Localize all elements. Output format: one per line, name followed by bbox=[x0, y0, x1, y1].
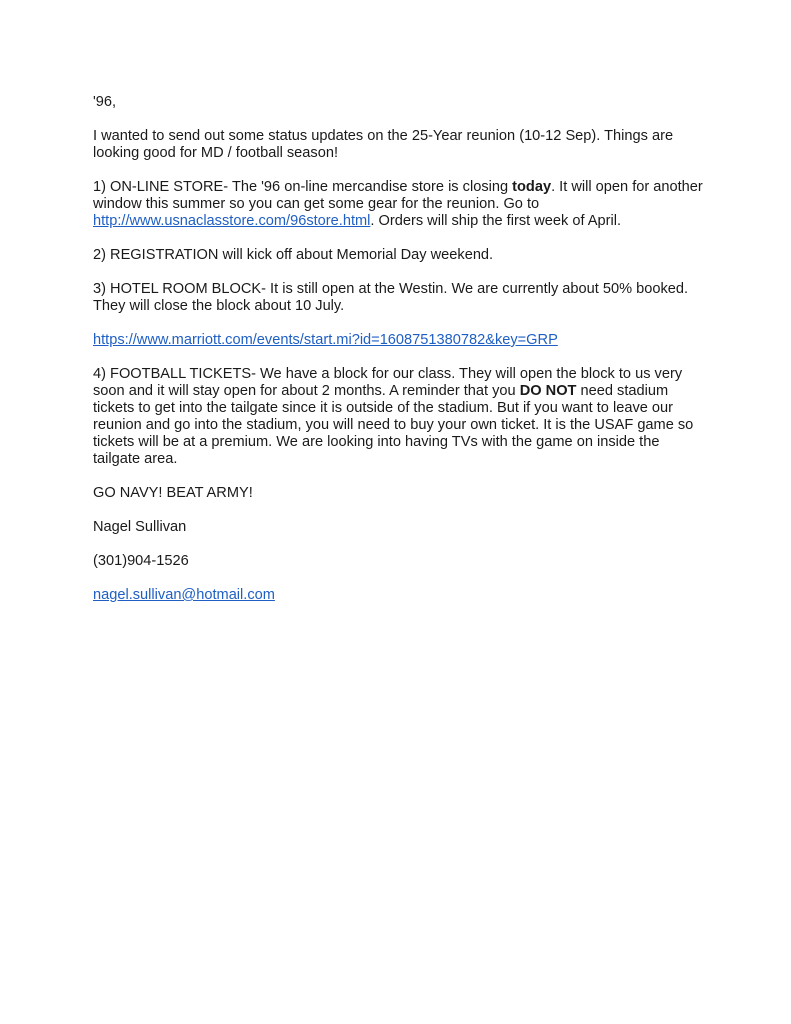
store-link[interactable]: http://www.usnaclasstore.com/96store.html bbox=[93, 213, 371, 229]
letter-body bbox=[93, 94, 703, 621]
intro-paragraph: I wanted to send out some status updates on the 25-Year reunion (10-12 Sep). Things are looking good for MD / football season! bbox=[93, 128, 674, 161]
football-text-1: 4) FOOTBALL TICKETS- We have a block for our class. They will open the block to us very soon and it will stay open for about 2 months. A reminder that you bbox=[93, 366, 683, 399]
registration-paragraph: 2) REGISTRATION will kick off about Memorial Day weekend. bbox=[93, 247, 494, 263]
store-text-3: . Orders will ship the first week of April. bbox=[370, 213, 622, 229]
store-text-2: . It will open for another window this summer so you can get some gear for the reunion. Go to bbox=[93, 179, 703, 212]
salutation: '96, bbox=[93, 94, 117, 110]
closing-line: GO NAVY! BEAT ARMY! bbox=[93, 485, 253, 501]
hotel-link[interactable]: https://www.marriott.com/events/start.mi?id=1608751380782&key=GRP bbox=[93, 332, 558, 348]
phone-number: (301)904-1526 bbox=[93, 553, 189, 569]
email-link[interactable]: nagel.sullivan@hotmail.com bbox=[93, 587, 275, 603]
store-paragraph bbox=[93, 179, 703, 230]
football-paragraph bbox=[93, 366, 703, 468]
football-bold-words: DO NOT bbox=[519, 383, 577, 399]
store-text-1: 1) ON-LINE STORE- The '96 on-line mercandise store is closing bbox=[93, 179, 513, 195]
email-paragraph bbox=[93, 587, 703, 604]
hotel-link-paragraph bbox=[93, 332, 703, 349]
store-bold-word: today bbox=[512, 179, 552, 195]
hotel-paragraph: 3) HOTEL ROOM BLOCK- It is still open at the Westin. We are currently about 50% booked. They will close the block about 10 July. bbox=[93, 281, 689, 314]
football-text-2: need stadium tickets to get into the tailgate since it is outside of the stadium. But if you want to leave our reunion and go into the stadium, you will need to buy your own ticket. It is the USAF game so tickets will be at a premium. We are looking into having TVs with the game on inside the tailgate area. bbox=[93, 383, 694, 467]
signature-name: Nagel Sullivan bbox=[93, 519, 187, 535]
